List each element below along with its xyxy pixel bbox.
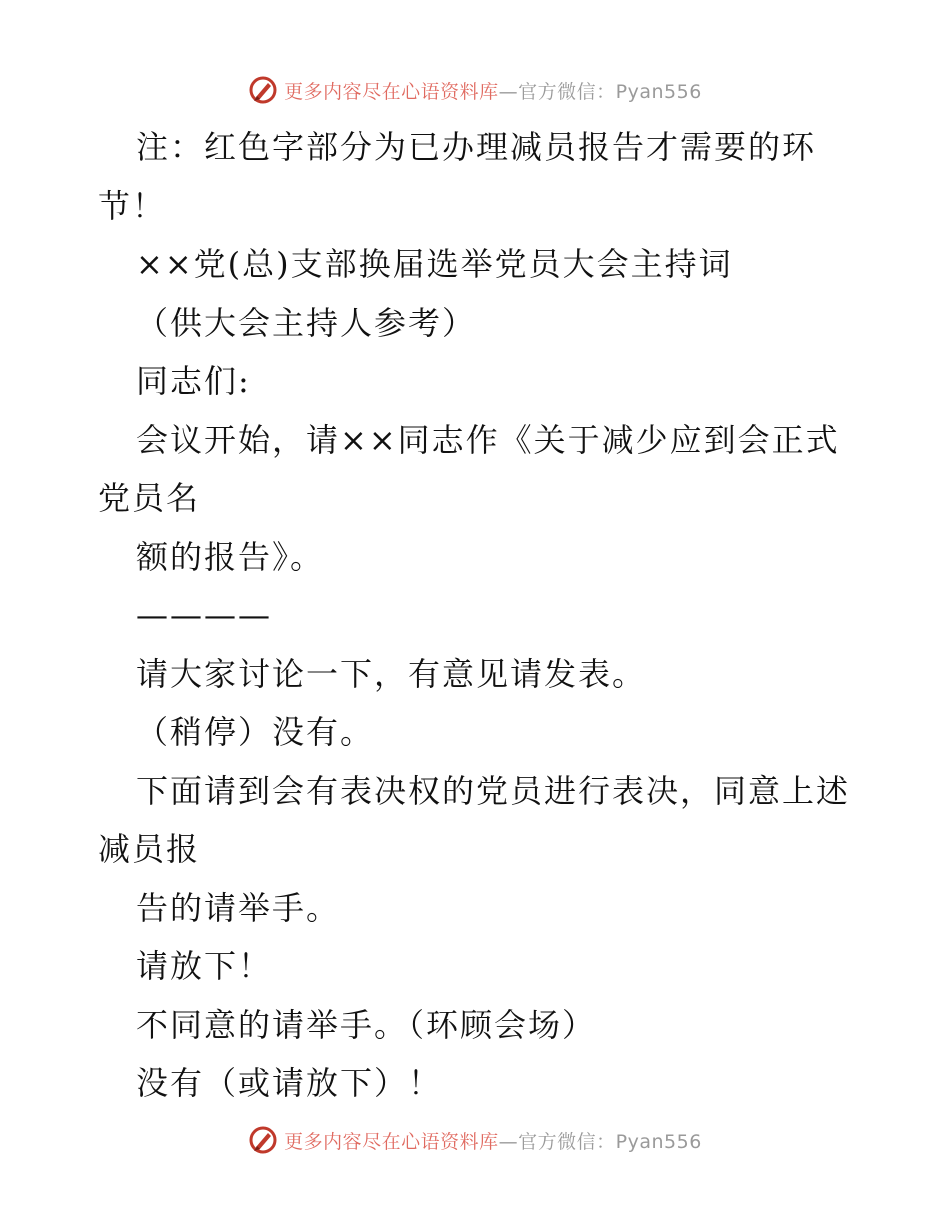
banner-text: 更多内容尽在心语资料库—官方微信：Pyan556: [284, 1130, 702, 1153]
paragraph-line: 没有（或请放下）！: [136, 1064, 443, 1102]
paragraph-line: 党员名: [98, 479, 201, 517]
paragraph-line: 会议开始，请××同志作《关于减少应到会正式: [136, 420, 840, 459]
paragraph-line: 告的请举手。: [136, 888, 341, 927]
header-banner: [0, 70, 950, 110]
pen-circle-logo-icon: [248, 75, 278, 105]
pen-circle-logo-icon: [248, 1125, 278, 1155]
paragraph-line: 下面请到会有表决权的党员进行表决，同意上述: [136, 771, 851, 810]
paragraph-line: 减员报: [98, 830, 201, 868]
document-body: [98, 118, 858, 1113]
paragraph-line: 请放下！: [136, 947, 273, 985]
paragraph-line: 请大家讨论一下，有意见请发表。: [136, 654, 647, 693]
paragraph-line: 不同意的请举手。（环顾会场）: [136, 1005, 597, 1044]
paragraph-line: 额的报告》。: [136, 537, 325, 576]
salutation: 同志们:: [136, 362, 251, 400]
note-line: 注：红色字部分为已办理减员报告才需要的环: [136, 128, 817, 166]
dash-separator: ————: [136, 596, 272, 634]
paragraph-line: （稍停）没有。: [136, 713, 375, 751]
document-subtitle: （供大会主持人参考）: [136, 303, 477, 342]
banner-text: 更多内容尽在心语资料库—官方微信：Pyan556: [284, 80, 702, 103]
footer-banner: [0, 1120, 950, 1160]
note-line-continued: 节！: [98, 186, 167, 225]
document-title: ××党(总)支部换届选举党员大会主持词: [136, 245, 733, 283]
